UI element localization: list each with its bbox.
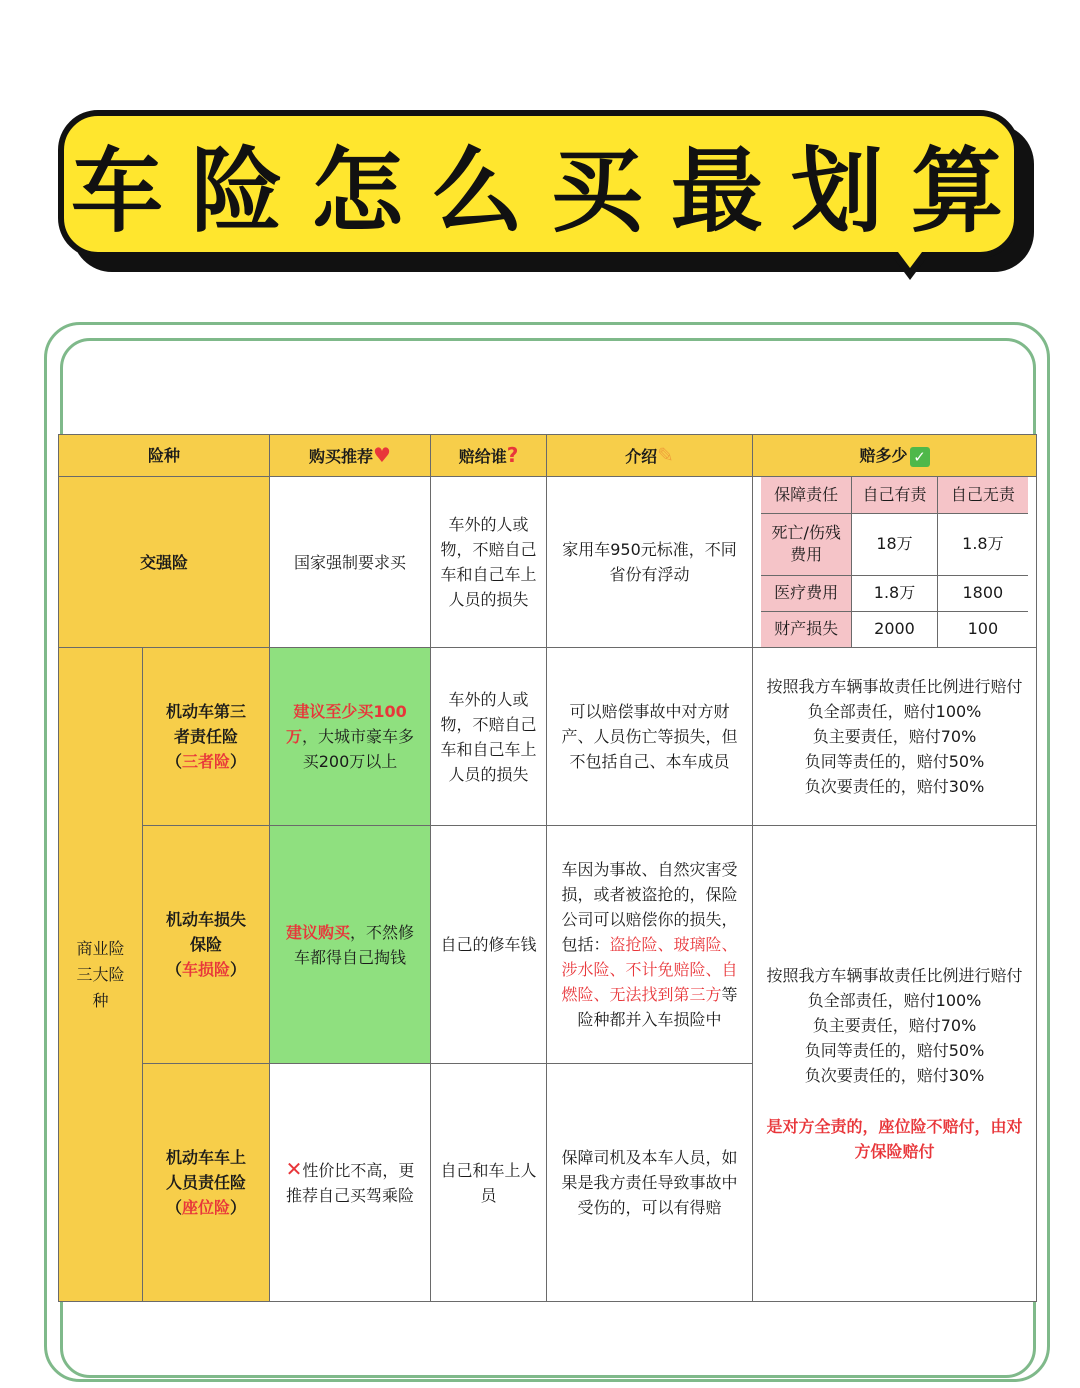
sub-label: 死亡/伤残费用: [761, 513, 852, 575]
damage-who: 自己的修车钱: [431, 826, 547, 1064]
heart-icon: ♥: [373, 442, 391, 467]
seat-who: 自己和车上人员: [431, 1064, 547, 1302]
sub-cell: 18万: [852, 513, 937, 575]
header-amount: 赔多少 ✓: [753, 435, 1037, 477]
title-banner: [58, 110, 1032, 258]
third-party-recommend: 建议至少买100万，大城市豪车多买200万以上: [270, 648, 431, 826]
header-intro: 介绍✎: [547, 435, 753, 477]
sub-header: 保障责任: [761, 477, 852, 513]
banner-tail-fill: [886, 236, 934, 268]
sub-cell: 1.8万: [852, 575, 937, 611]
damage-intro: 车因为事故、自然灾害受损，或者被盗抢的，保险公司可以赔偿你的损失，包括：盗抢险、玻璃险、涉水险、不计免赔险、自燃险、无法找到第三方等险种都并入车损险中: [547, 826, 753, 1064]
table-row-damage: [59, 826, 1037, 1064]
sub-cell: 100: [937, 611, 1028, 647]
sub-header: 自己有责: [852, 477, 937, 513]
table-row-third-party: [59, 648, 1037, 826]
compulsory-name: 交强险: [59, 477, 270, 648]
sub-row: [761, 513, 1028, 575]
third-party-amount: 按照我方车辆事故责任比例进行赔付 负全部责任，赔付100% 负主要责任，赔付70% 负同等责任的，赔付50% 负次要责任的，赔付30%: [753, 648, 1037, 826]
question-icon: ?: [506, 442, 519, 467]
damage-recommend: 建议购买，不然修车都得自己掏钱: [270, 826, 431, 1064]
sub-cell: 1.8万: [937, 513, 1028, 575]
third-party-intro: 可以赔偿事故中对方财产、人员伤亡等损失，但不包括自己、本车成员: [547, 648, 753, 826]
shared-amount-note: 是对方全责的，座位险不赔付，由对方保险赔付: [766, 1117, 1023, 1161]
compulsory-amount: [753, 477, 1037, 648]
sub-row: [761, 611, 1028, 647]
damage-name: 机动车损失 保险 （车损险）: [143, 826, 270, 1064]
third-party-who: 车外的人或物，不赔自己车和自己车上人员的损失: [431, 648, 547, 826]
sub-cell: 2000: [852, 611, 937, 647]
header-who: 赔给谁?: [431, 435, 547, 477]
header-recommend: 购买推荐♥: [270, 435, 431, 477]
pencil-icon: ✎: [657, 442, 674, 467]
seat-intro: 保障司机及本车人员，如果是我方责任导致事故中受伤的，可以有得赔: [547, 1064, 753, 1302]
sub-cell: 1800: [937, 575, 1028, 611]
compulsory-who: 车外的人或物，不赔自己车和自己车上人员的损失: [431, 477, 547, 648]
seat-recommend: ✕性价比不高，更推荐自己买驾乘险: [270, 1064, 431, 1302]
sub-header: 自己无责: [937, 477, 1028, 513]
shared-amount: 按照我方车辆事故责任比例进行赔付 负全部责任，赔付100% 负主要责任，赔付70% 负同等责任的，赔付50% 负次要责任的，赔付30% 是对方全责的，座位险不赔付，由对方保险赔付: [753, 826, 1037, 1302]
table-row-compulsory: [59, 477, 1037, 648]
third-party-name: 机动车第三 者责任险 （三者险）: [143, 648, 270, 826]
commercial-group-label: 商业险三大险种: [59, 648, 143, 1302]
cross-icon: ✕: [285, 1157, 303, 1181]
sub-label: 财产损失: [761, 611, 852, 647]
table-header-row: [59, 435, 1037, 477]
page-title: 车险怎么买最划算: [71, 138, 1032, 245]
seat-name: 机动车车上 人员责任险 （座位险）: [143, 1064, 270, 1302]
compulsory-intro: 家用车950元标准，不同省份有浮动: [547, 477, 753, 648]
sub-header-row: [761, 477, 1028, 513]
insurance-table: [58, 434, 1037, 1302]
sub-row: [761, 575, 1028, 611]
check-icon: ✓: [910, 447, 930, 467]
compulsory-amount-table: [761, 477, 1028, 647]
compulsory-recommend: 国家强制要求买: [270, 477, 431, 648]
sub-label: 医疗费用: [761, 575, 852, 611]
header-type: 险种: [59, 435, 270, 477]
